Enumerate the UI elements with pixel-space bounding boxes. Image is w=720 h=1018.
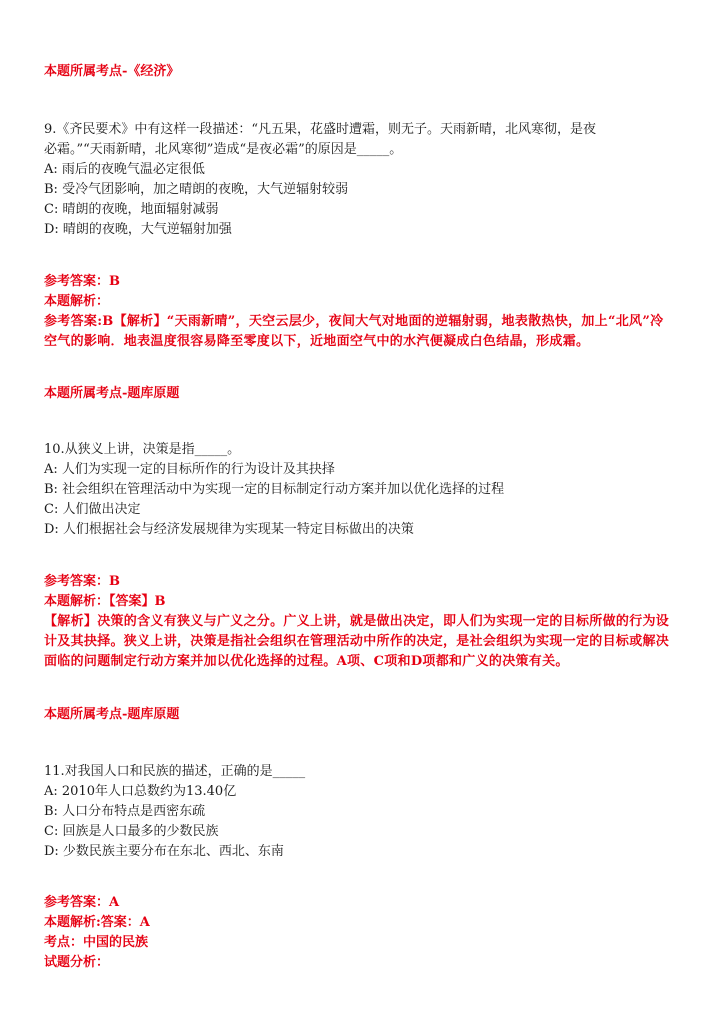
option-b: B: 人口分布特点是西密东疏 (44, 804, 206, 819)
option-d: D: 晴朗的夜晚，大气逆辐射加强 (44, 222, 232, 237)
reference-answer: 参考答案：A (44, 895, 120, 910)
analysis-text: 【解析】决策的含义有狭义与广义之分。广义上讲，就是做出决定，即人们为实现一定的目标所做的行为设计及其抉择。狭义上讲，决策是指社会组织在管理活动中所作的决定，是社会组织为实现一定的目标或解决面临的问题制定行动方案并加以优化选择的过程。A项、C项和D项都和广义的决策有关。 (44, 614, 670, 669)
option-a: A: 雨后的夜晚气温必定很低 (44, 162, 205, 177)
option-b: B: 受冷气团影响，加之晴朗的夜晚，大气逆辐射较弱 (44, 182, 349, 197)
answer-block-10 (44, 572, 676, 672)
option-c: C: 人们做出决定 (44, 502, 141, 517)
option-c: C: 晴朗的夜晚，地面辐射减弱 (44, 202, 219, 217)
reference-answer: 参考答案：B (44, 574, 120, 589)
answer-block-9 (44, 272, 676, 352)
analysis-text: 参考答案:B【解析】“天雨新晴”，天空云层少，夜间大气对地面的逆辐射弱，地表散热快，加上“北风”冷空气的影响．地表温度很容易降至零度以下，近地面空气中的水汽便凝成白色结晶，形成霜。 (44, 314, 664, 349)
trial-analysis-label: 试题分析： (44, 955, 110, 970)
option-b: B: 社会组织在管理活动中为实现一定的目标制定行动方案并加以优化选择的过程 (44, 482, 505, 497)
question-9 (44, 120, 676, 240)
question-stem: 10.从狭义上讲，决策是指_____。 (44, 442, 241, 457)
question-stem: 9.《齐民要术》中有这样一段描述：“凡五果，花盛时遭霜，则无子。天雨新晴，北风寒彻，是夜 (44, 122, 597, 137)
question-stem: 必霜。”“天雨新晴，北风寒彻”造成“是夜必霜”的原因是_____。 (44, 142, 403, 157)
option-a: A: 2010年人口总数约为13.40亿 (44, 784, 237, 799)
option-a: A: 人们为实现一定的目标所作的行为设计及其抉择 (44, 462, 335, 477)
category-label: 本题所属考点-题库原题 (44, 386, 180, 401)
category-label: 本题所属考点-《经济》 (44, 64, 180, 79)
analysis-label: 本题解析：【答案】B (44, 594, 166, 609)
analysis-label: 本题解析： (44, 294, 110, 309)
knowledge-point: 考点：中国的民族 (44, 935, 149, 950)
question-10 (44, 440, 676, 540)
option-c: C: 回族是人口最多的少数民族 (44, 824, 219, 839)
category-label: 本题所属考点-题库原题 (44, 707, 180, 722)
reference-answer: 参考答案：B (44, 274, 120, 289)
answer-block-11 (44, 893, 676, 973)
analysis-label: 本题解析:答案：A (44, 915, 150, 930)
option-d: D: 人们根据社会与经济发展规律为实现某一特定目标做出的决策 (44, 522, 414, 537)
question-11 (44, 762, 676, 862)
option-d: D: 少数民族主要分布在东北、西北、东南 (44, 844, 284, 859)
question-stem: 11.对我国人口和民族的描述，正确的是_____ (44, 764, 306, 779)
